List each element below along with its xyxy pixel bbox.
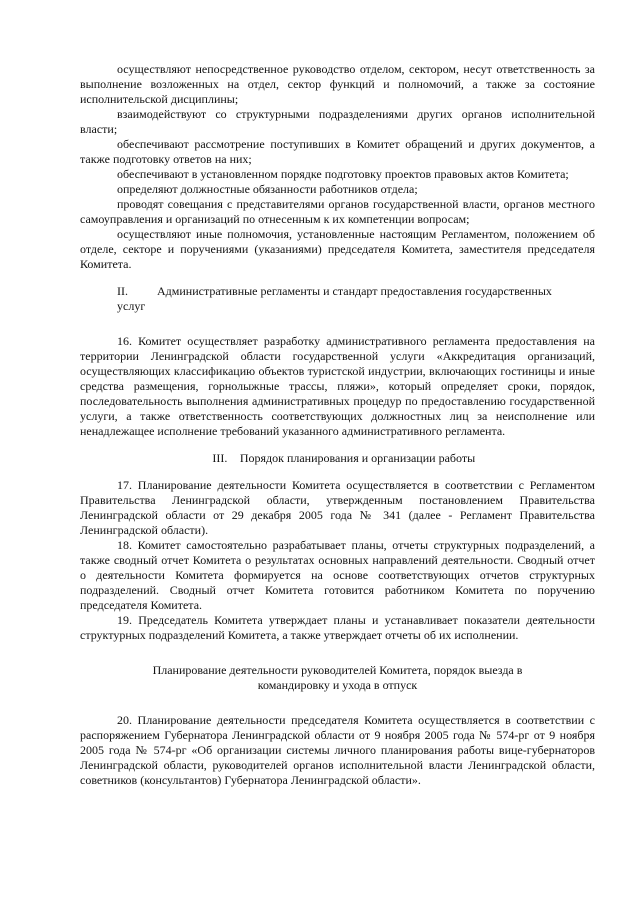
section-title: Порядок планирования и организации работы [239,451,476,465]
paragraph-17: 17. Планирование деятельности Комитета осуществляется в соответствии с Регламентом Правительства Ленинградской области, утвержденным постановлением Правительства Ленинградской области от 29 декабря 2005 года № 341 (далее - Регламент Правительства Ленинградской области). [80,478,595,537]
section-heading-3 [80,451,595,466]
section-heading-2 [80,284,595,314]
list-item: проводят совещания с представителями органов государственной власти, органов местного самоуправления и организаций по отнесенным к их компетенции вопросам; [80,197,595,226]
subsection-heading: Планирование деятельности руководителей Комитета, порядок выезда в командировку и ухода в отпуск [152,663,523,692]
list-item: обеспечивают в установленном порядке подготовку проектов правовых актов Комитета; [117,167,569,181]
list-item: определяют должностные обязанности работников отдела; [117,182,418,196]
section-number: II. [117,284,128,298]
section-number: III. [212,451,228,465]
list-item: осуществляют иные полномочия, установленные настоящим Регламентом, положением об отделе, секторе и поручениями (указаниями) председателя Комитета, заместителя председателя Комитета. [80,227,595,271]
list-item: осуществляют непосредственное руководство отделом, сектором, несут ответственность за выполнение возложенных на отдел, сектор функций и полномочий, а также за состояние исполнительской дисциплины; [80,62,595,106]
paragraph-16: 16. Комитет осуществляет разработку административного регламента предоставления на территории Ленинградской области государственной услуги «Аккредитация организаций, осуществляющих классификацию объектов туристской индустрии, включающих гостиницы и иные средства размещения, горнолыжные трассы, пляжи», который определяет сроки, порядок, последовательность выполнения административных процедур по предоставлению государственной услуги, а также ответственность соответствующих должностных лиц за неисполнение или ненадлежащее исполнение требований указанного административного регламента. [80,334,595,438]
list-item: обеспечивают рассмотрение поступивших в Комитет обращений и других документов, а также подготовку ответов на них; [80,137,595,166]
paragraph-19: 19. Председатель Комитета утверждает планы и устанавливает показатели деятельности структурных подразделений Комитета, а также утверждает отчеты об их исполнении. [80,613,595,642]
list-item: взаимодействуют со структурными подразделениями других органов исполнительной власти; [80,107,595,136]
section-title: Административные регламенты и стандарт предоставления государственных услуг [117,284,552,313]
paragraph-18: 18. Комитет самостоятельно разрабатывает планы, отчеты структурных подразделений, а также сводный отчет Комитета о результатах основных направлений деятельности. Сводный отчет о деятельности Комитета формируется на основе соответствующих отчетов структурных подразделений. Сводный отчет Комитета готовится работником Комитета по поручению председателя Комитета. [80,538,595,612]
paragraph-20: 20. Планирование деятельности председателя Комитета осуществляется в соответствии с распоряжением Губернатора Ленинградской области от 9 ноября 2005 года № 574-рг от 9 ноября 2005 года № 574-рг «Об организации системы личного планирования работы вице-губернаторов Ленинградской области, руководителей органов исполнительной власти Ленинградской области, советников (консультантов) Губернатора Ленинградской области». [80,713,595,787]
document-page [80,62,595,788]
